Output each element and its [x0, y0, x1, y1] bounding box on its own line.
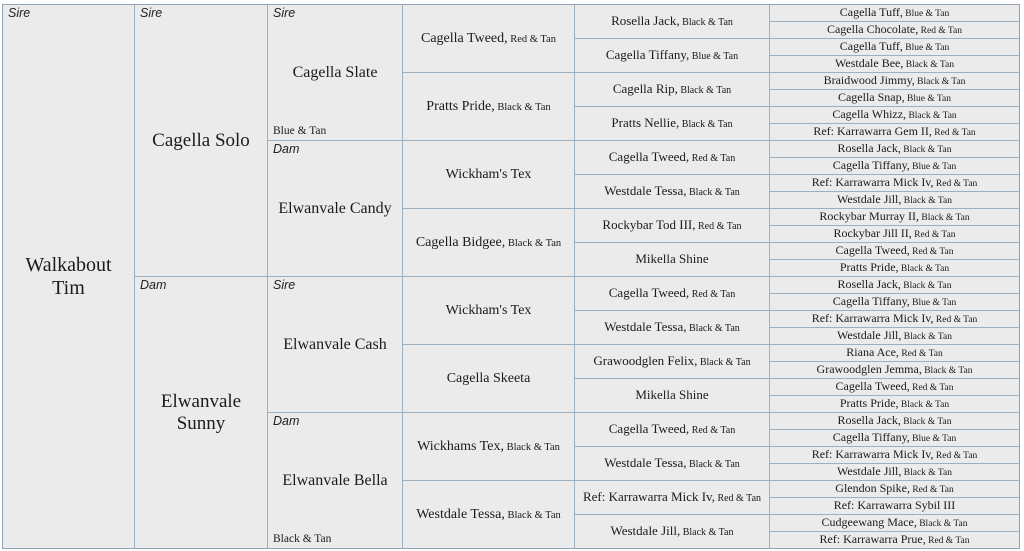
- dog-name: Braidwood Jimmy, Black & Tan: [823, 73, 966, 88]
- dog-name: Cagella Solo: [152, 129, 250, 151]
- dog-name: Westdale Tessa, Black & Tan: [604, 455, 740, 471]
- coat-color: Red & Tan: [695, 221, 742, 233]
- coat-color: Black & Tan: [916, 519, 968, 530]
- coat-color: Black & Tan: [898, 264, 950, 275]
- dog-name: Cagella Tweed, Red & Tan: [608, 285, 736, 301]
- dog-name: Riana Ace, Red & Tan: [846, 345, 943, 360]
- pedigree-cell-ggg-grandparents-18: [770, 294, 1019, 310]
- dog-name: Mikella Shine: [635, 251, 709, 267]
- pedigree-cell-ggg-grandparents-16: [770, 260, 1019, 276]
- dog-name: Pratts Pride, Black & Tan: [839, 260, 950, 275]
- pedigree-cell-gg-grandparents-1: [575, 5, 769, 38]
- pedigree-cell-gg-grandparents-7: [575, 209, 769, 242]
- coat-color: Black & Tan: [686, 187, 740, 199]
- dog-name: Cagella Tuff, Blue & Tan: [839, 5, 950, 20]
- pedigree-cell-great-grandparents-4: [403, 209, 574, 276]
- coat-color: Red & Tan: [933, 315, 978, 326]
- coat-color: Black & Tan: [903, 60, 954, 71]
- coat-color: Black & Tan: [679, 17, 733, 29]
- dog-name: Westdale Jill, Black & Tan: [837, 192, 952, 207]
- relation-label: Dam: [140, 278, 167, 292]
- coat-color: Red & Tan: [714, 493, 762, 505]
- relation-label: Sire: [140, 6, 163, 20]
- coat-color: Black & Tan: [921, 366, 973, 377]
- coat-color: Black & Tan: [679, 119, 733, 131]
- relation-label: Dam: [273, 414, 300, 428]
- dog-name: Cagella Tiffany, Blue & Tan: [605, 47, 739, 63]
- dog-name: Rosella Jack, Black & Tan: [837, 141, 952, 156]
- coat-color: Blue & Tan: [909, 298, 957, 309]
- pedigree-cell-gg-grandparents-8: [575, 243, 769, 276]
- dog-name: Pratts Nellie, Black & Tan: [611, 115, 733, 131]
- dog-name: Cagella Tweed, Red & Tan: [835, 379, 954, 394]
- pedigree-cell-gg-grandparents-2: [575, 39, 769, 72]
- dog-name: Rockybar Tod III, Red & Tan: [602, 217, 742, 233]
- pedigree-cell-ggg-grandparents-29: [770, 481, 1019, 497]
- dog-name: Ref: Karrawarra Mick Iv, Red & Tan: [811, 311, 978, 326]
- coat-color: Black & Tan: [898, 400, 950, 411]
- coat-color: Blue & Tan: [904, 94, 952, 105]
- pedigree-cell-ggg-grandparents-3: [770, 39, 1019, 55]
- dog-name: Rockybar Murray II, Black & Tan: [819, 209, 970, 224]
- coat-color: Blue & Tan: [273, 124, 327, 137]
- pedigree-cell-ggg-grandparents-32: [770, 532, 1019, 548]
- relation-label: Sire: [273, 6, 296, 20]
- pedigree-cell-grandparents-2: [268, 141, 402, 276]
- coat-color: Black & Tan: [686, 459, 740, 471]
- coat-color: Red & Tan: [507, 33, 556, 45]
- relation-label: Dam: [273, 142, 300, 156]
- dog-name: Rosella Jack, Black & Tan: [611, 13, 733, 29]
- coat-color: Red & Tan: [933, 179, 978, 190]
- dog-name: Rosella Jack, Black & Tan: [837, 277, 952, 292]
- dog-name: Glendon Spike, Red & Tan: [835, 481, 954, 496]
- pedigree-cell-subject-1: [3, 5, 134, 548]
- coat-color: Black & Tan: [914, 77, 966, 88]
- coat-color: Blue & Tan: [909, 162, 957, 173]
- coat-color: Red & Tan: [898, 349, 943, 360]
- dog-name: Westdale Bee, Black & Tan: [835, 56, 954, 71]
- pedigree-cell-ggg-grandparents-4: [770, 56, 1019, 72]
- pedigree-cell-ggg-grandparents-31: [770, 515, 1019, 531]
- coat-color: Red & Tan: [689, 425, 736, 437]
- coat-color: Red & Tan: [933, 451, 978, 462]
- dog-name: Grawoodglen Felix, Black & Tan: [593, 353, 751, 369]
- coat-color: Red & Tan: [925, 536, 970, 547]
- pedigree-cell-grandparents-4: [268, 413, 402, 548]
- dog-name: Cagella Chocolate, Red & Tan: [826, 22, 963, 37]
- coat-color: Black & Tan: [677, 85, 732, 97]
- pedigree-cell-great-grandparents-6: [403, 345, 574, 412]
- coat-color: Black & Tan: [900, 145, 952, 156]
- dog-name: Walkabout Tim: [25, 254, 112, 299]
- pedigree-cell-gg-grandparents-10: [575, 311, 769, 344]
- pedigree-cell-ggg-grandparents-25: [770, 413, 1019, 429]
- coat-color: Black & Tan: [901, 196, 952, 207]
- relation-label: Sire: [8, 6, 31, 20]
- pedigree-cell-ggg-grandparents-13: [770, 209, 1019, 225]
- pedigree-cell-gg-grandparents-16: [575, 515, 769, 548]
- pedigree-cell-ggg-grandparents-11: [770, 175, 1019, 191]
- pedigree-cell-gg-grandparents-12: [575, 379, 769, 412]
- dog-name: Cagella Tuff, Blue & Tan: [839, 39, 950, 54]
- coat-color: Red & Tan: [909, 383, 954, 394]
- dog-name: Cagella Tiffany, Blue & Tan: [832, 294, 957, 309]
- pedigree-cell-parents-1: [135, 5, 267, 276]
- dog-name: Ref: Karrawarra Mick Iv, Red & Tan: [811, 447, 978, 462]
- pedigree-cell-gg-grandparents-11: [575, 345, 769, 378]
- pedigree-cell-ggg-grandparents-10: [770, 158, 1019, 174]
- pedigree-cell-parents-2: [135, 277, 267, 548]
- coat-color: Red & Tan: [689, 289, 736, 301]
- dog-name: Cagella Tweed, Red & Tan: [608, 149, 736, 165]
- coat-color: Red & Tan: [909, 247, 954, 258]
- pedigree-cell-ggg-grandparents-2: [770, 22, 1019, 38]
- dog-name: Cagella Bidgee, Black & Tan: [415, 234, 562, 250]
- dog-name: Wickham's Tex: [445, 302, 532, 318]
- pedigree-cell-ggg-grandparents-12: [770, 192, 1019, 208]
- coat-color: Black & Tan: [901, 468, 952, 479]
- coat-color: Red & Tan: [931, 128, 976, 139]
- dog-name: Cagella Skeeta: [446, 370, 531, 386]
- pedigree-cell-ggg-grandparents-14: [770, 226, 1019, 242]
- coat-color: Blue & Tan: [902, 43, 950, 54]
- dog-name: Wickhams Tex, Black & Tan: [417, 438, 560, 454]
- dog-name: Westdale Jill, Black & Tan: [837, 464, 952, 479]
- pedigree-cell-great-grandparents-5: [403, 277, 574, 344]
- pedigree-cell-great-grandparents-2: [403, 73, 574, 140]
- dog-name: Wickham's Tex: [445, 166, 532, 182]
- dog-name: Pratts Pride, Black & Tan: [426, 98, 551, 114]
- dog-name: Mikella Shine: [635, 387, 709, 403]
- dog-name: Rockybar Jill II, Red & Tan: [833, 226, 956, 241]
- coat-color: Black & Tan: [906, 111, 957, 122]
- pedigree-cell-ggg-grandparents-27: [770, 447, 1019, 463]
- pedigree-cell-ggg-grandparents-6: [770, 90, 1019, 106]
- coat-color: Black & Tan: [697, 357, 751, 369]
- coat-color: Blue & Tan: [909, 434, 957, 445]
- dog-name: Elwanvale Bella: [282, 471, 388, 489]
- pedigree-cell-ggg-grandparents-19: [770, 311, 1019, 327]
- dog-name: Cagella Tweed, Red & Tan: [835, 243, 954, 258]
- coat-color: Black & Tan: [273, 532, 332, 545]
- dog-name: Ref: Karrawarra Gem II, Red & Tan: [813, 124, 976, 139]
- pedigree-cell-gg-grandparents-6: [575, 175, 769, 208]
- dog-name: Cagella Tweed, Red & Tan: [421, 30, 556, 46]
- pedigree-cell-ggg-grandparents-5: [770, 73, 1019, 89]
- pedigree-cell-gg-grandparents-5: [575, 141, 769, 174]
- pedigree-cell-ggg-grandparents-7: [770, 107, 1019, 123]
- dog-name: Westdale Jill, Black & Tan: [610, 523, 734, 539]
- coat-color: Red & Tan: [911, 230, 956, 241]
- dog-name: Westdale Jill, Black & Tan: [837, 328, 952, 343]
- pedigree-cell-gg-grandparents-4: [575, 107, 769, 140]
- pedigree-cell-grandparents-3: [268, 277, 402, 412]
- dog-name: Cagella Rip, Black & Tan: [612, 81, 732, 97]
- dog-name: Cagella Snap, Blue & Tan: [837, 90, 952, 105]
- coat-color: Black & Tan: [901, 332, 952, 343]
- pedigree-cell-gg-grandparents-15: [575, 481, 769, 514]
- coat-color: Black & Tan: [686, 323, 740, 335]
- coat-color: Red & Tan: [689, 153, 736, 165]
- pedigree-cell-gg-grandparents-3: [575, 73, 769, 106]
- dog-name: Westdale Tessa, Black & Tan: [416, 506, 561, 522]
- dog-name: Elwanvale Sunny: [160, 391, 242, 434]
- dog-name: Ref: Karrawarra Prue, Red & Tan: [819, 532, 970, 547]
- pedigree-cell-ggg-grandparents-21: [770, 345, 1019, 361]
- coat-color: Black & Tan: [680, 527, 734, 539]
- pedigree-cell-ggg-grandparents-28: [770, 464, 1019, 480]
- pedigree-cell-ggg-grandparents-30: [770, 498, 1019, 514]
- pedigree-cell-ggg-grandparents-22: [770, 362, 1019, 378]
- pedigree-cell-great-grandparents-8: [403, 481, 574, 548]
- pedigree-cell-ggg-grandparents-20: [770, 328, 1019, 344]
- pedigree-cell-ggg-grandparents-17: [770, 277, 1019, 293]
- dog-name: Cagella Slate: [292, 63, 378, 81]
- coat-color: Black & Tan: [919, 213, 970, 224]
- dog-name: Westdale Tessa, Black & Tan: [604, 183, 740, 199]
- pedigree-cell-ggg-grandparents-24: [770, 396, 1019, 412]
- dog-name: Cudgeewang Mace, Black & Tan: [821, 515, 968, 530]
- pedigree-cell-ggg-grandparents-8: [770, 124, 1019, 140]
- coat-color: Black & Tan: [505, 237, 562, 249]
- coat-color: Red & Tan: [918, 26, 963, 37]
- coat-color: Black & Tan: [900, 417, 952, 428]
- dog-name: Cagella Tiffany, Blue & Tan: [832, 430, 957, 445]
- pedigree-cell-ggg-grandparents-23: [770, 379, 1019, 395]
- coat-color: Black & Tan: [494, 101, 551, 113]
- pedigree-table: [2, 4, 1020, 549]
- pedigree-cell-ggg-grandparents-9: [770, 141, 1019, 157]
- pedigree-cell-ggg-grandparents-1: [770, 5, 1019, 21]
- dog-name: Rosella Jack, Black & Tan: [837, 413, 952, 428]
- pedigree-cell-gg-grandparents-13: [575, 413, 769, 446]
- dog-name: Ref: Karrawarra Mick Iv, Red & Tan: [811, 175, 978, 190]
- pedigree-cell-ggg-grandparents-26: [770, 430, 1019, 446]
- dog-name: Cagella Tweed, Red & Tan: [608, 421, 736, 437]
- dog-name: Ref: Karrawarra Mick Iv, Red & Tan: [582, 489, 762, 505]
- pedigree-cell-gg-grandparents-9: [575, 277, 769, 310]
- dog-name: Cagella Tiffany, Blue & Tan: [832, 158, 957, 173]
- pedigree-cell-grandparents-1: [268, 5, 402, 140]
- dog-name: Elwanvale Candy: [278, 199, 392, 217]
- dog-name: Westdale Tessa, Black & Tan: [604, 319, 740, 335]
- dog-name: Cagella Whizz, Black & Tan: [832, 107, 957, 122]
- coat-color: Black & Tan: [503, 441, 560, 453]
- coat-color: Red & Tan: [909, 485, 954, 496]
- coat-color: Black & Tan: [504, 509, 561, 521]
- pedigree-cell-gg-grandparents-14: [575, 447, 769, 480]
- coat-color: Black & Tan: [900, 281, 952, 292]
- relation-label: Sire: [273, 278, 296, 292]
- coat-color: Blue & Tan: [689, 51, 739, 63]
- pedigree-cell-great-grandparents-3: [403, 141, 574, 208]
- pedigree-cell-great-grandparents-1: [403, 5, 574, 72]
- dog-name: Pratts Pride, Black & Tan: [839, 396, 950, 411]
- dog-name: Ref: Karrawarra Sybil III: [833, 498, 956, 513]
- coat-color: Blue & Tan: [902, 9, 950, 20]
- dog-name: Elwanvale Cash: [283, 335, 387, 353]
- dog-name: Grawoodglen Jemma, Black & Tan: [816, 362, 973, 377]
- pedigree-cell-great-grandparents-7: [403, 413, 574, 480]
- pedigree-cell-ggg-grandparents-15: [770, 243, 1019, 259]
